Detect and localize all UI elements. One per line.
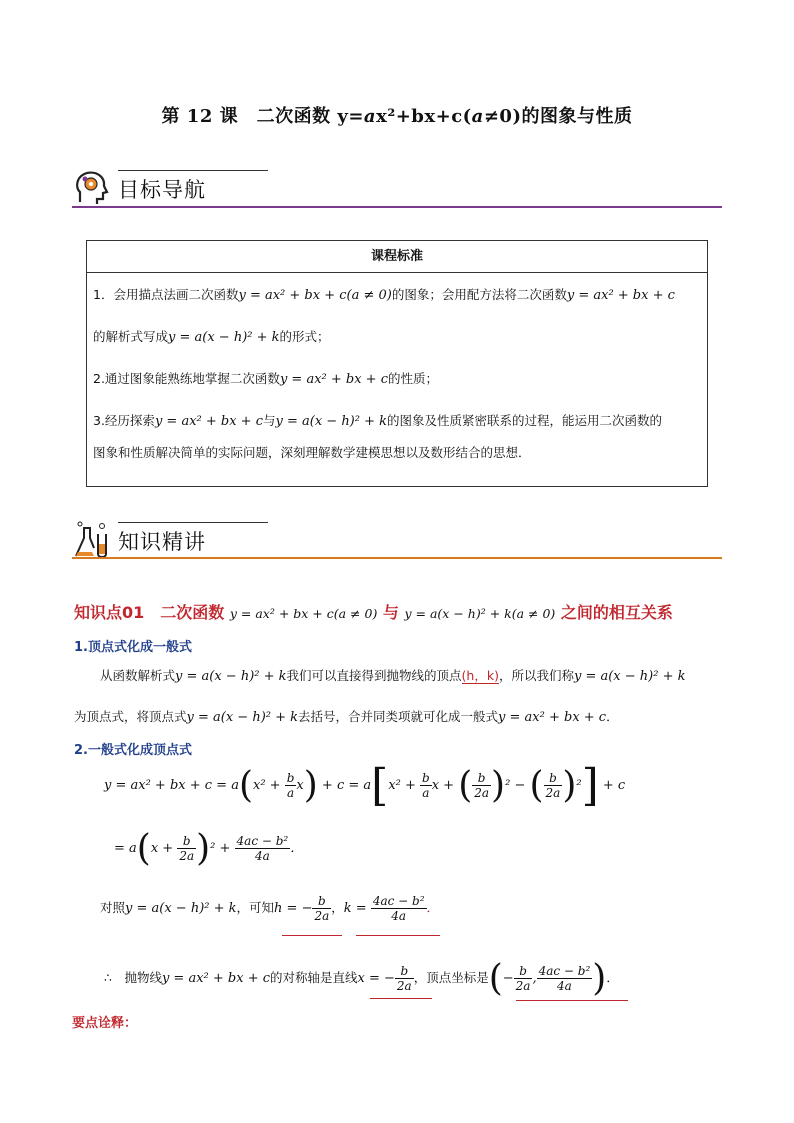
section-rule: [72, 557, 722, 559]
vertex-highlight: (h，k): [461, 668, 499, 683]
paragraph: 从函数解析式y = a(x − h)² + k我们可以直接得到抛物线的顶点(h，k)，所以我们称y = a(x − h)² + k: [100, 668, 686, 684]
underline: [516, 1000, 628, 1001]
section-rule: [72, 206, 722, 208]
standards-header: 课程标准: [87, 241, 707, 273]
paragraph: 为顶点式，将顶点式y = a(x − h)² + k去括号，合并同类项就可化成一般式y = ax² + bx + c．: [74, 709, 619, 725]
underline: [370, 998, 432, 999]
head-gear-icon: [72, 168, 112, 208]
key-points-label: 要点诠释：: [72, 1016, 138, 1031]
subheading-vertex-to-general: 1.顶点式化成一般式: [74, 640, 192, 655]
knowledge-point-title: 知识点01 二次函数 y = ax² + bx + c(a ≠ 0) 与 y = a(x − h)² + k(a ≠ 0) 之间的相互关系: [74, 603, 673, 622]
therefore-line: ∴ 抛物线y = ax² + bx + c的对称轴是直线x = − $\frac{b}{2a}$ ，顶点坐标是(− $\frac{b}{2a}$ , $\frac{\text{4ac − b²}}{4a}$ )．: [104, 958, 619, 999]
compare-line: 对照y = a(x − h)² + k，可知h = − $\frac{b}{2a}$ ，k = $\frac{\text{4ac − b²}}{4a}$ ．: [100, 894, 440, 923]
derivation-line-2: = a(x + $\frac{b}{2a}$ )² + $\frac{\text{4ac − b²}}{4a}$ ．: [114, 828, 304, 869]
standard-item-3-cont: 图象和性质解决简单的实际问题，深刻理解数学建模思想以及数形结合的思想．: [93, 445, 531, 460]
subheading-general-to-vertex: 2.一般式化成顶点式: [74, 743, 192, 758]
standard-item-1: 1．会用描点法画二次函数y = ax² + bx + c(a ≠ 0)的图象；会用配方法将二次函数y = ax² + bx + c: [93, 287, 675, 303]
section-header-knowledge: [72, 522, 722, 562]
derivation-line-1: y = ax² + bx + c = a(x² + $\frac{b}{a}$ x) + c = a[x² + $\frac{b}{a}$ x + ( $\frac{b}{2a}$ )² − ( $\frac{b}{2a}$ )²] + c: [104, 760, 626, 811]
standard-item-2: 2.通过图象能熟练地掌握二次函数y = ax² + bx + c的性质；: [93, 371, 438, 387]
standard-item-3: 3.经历探索y = ax² + bx + c与y = a(x − h)² + k的图象及性质紧密联系的过程，能运用二次函数的: [93, 413, 663, 429]
page-title: 第 12 课 二次函数 y=ax²+bx+c(a≠0)的图象与性质: [161, 106, 633, 127]
standard-item-1-cont: 的解析式写成y = a(x − h)² + k的形式；: [93, 329, 330, 345]
underline: [282, 935, 342, 936]
standards-table: [86, 240, 708, 487]
section-label: 目标导航: [118, 178, 206, 202]
underline: [356, 935, 440, 936]
section-label: 知识精讲: [118, 530, 206, 554]
section-header-goals: [72, 170, 722, 210]
flask-icon: [72, 520, 112, 560]
